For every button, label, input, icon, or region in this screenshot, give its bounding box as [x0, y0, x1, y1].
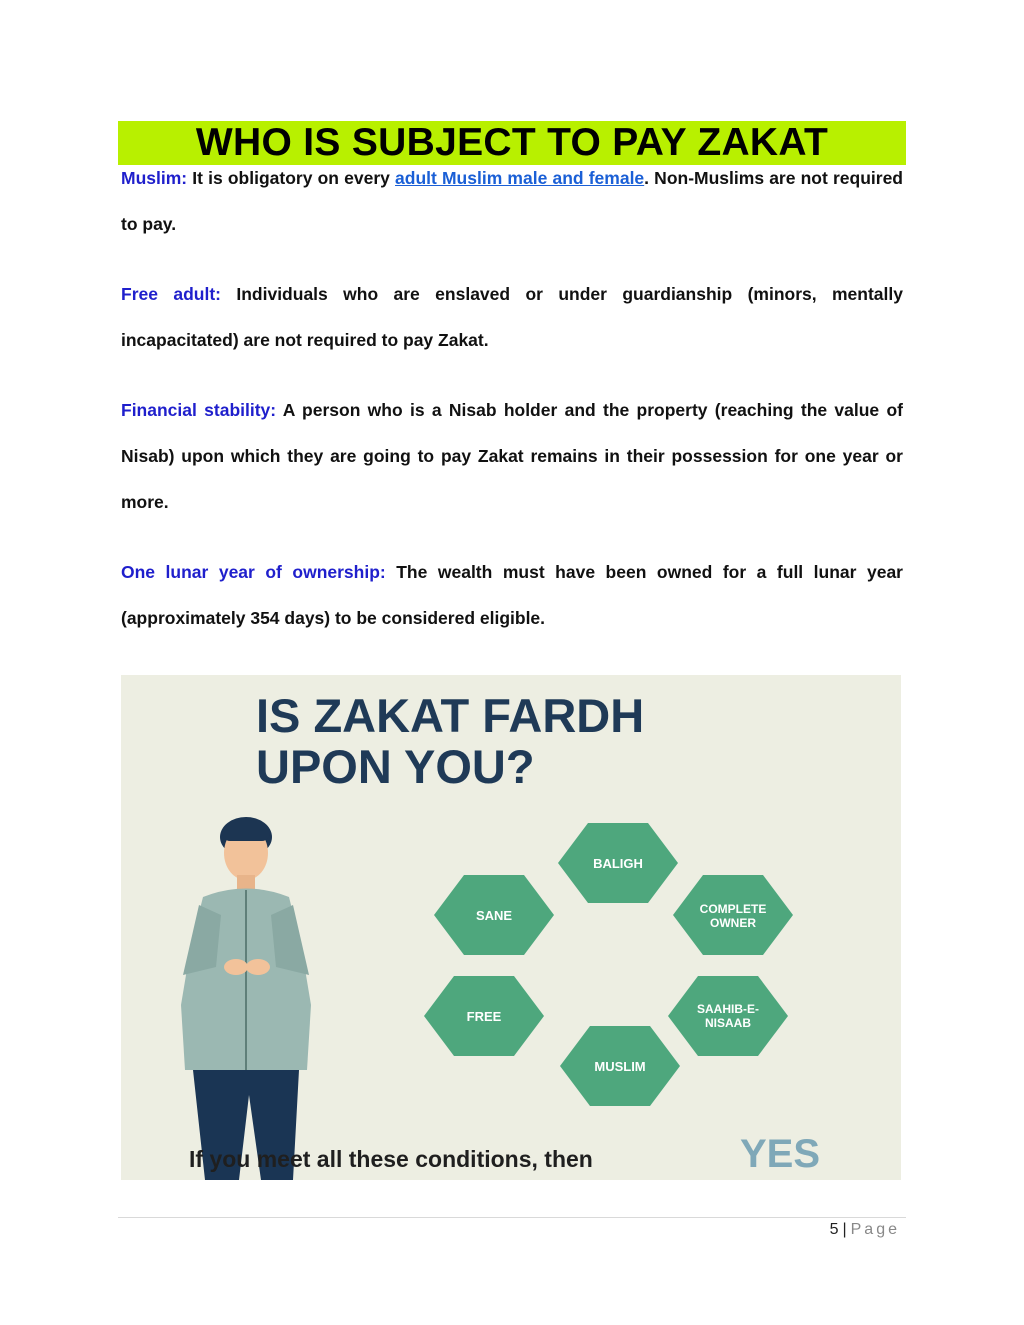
condition-complete-owner-line1: COMPLETE — [699, 902, 767, 916]
lead-muslim: Muslim: — [121, 168, 188, 188]
conditions-ring — [424, 823, 793, 1106]
lunar-year-text: The wealth must have been owned for a full lunar year (approximately 354 days) to be considered eligible. — [121, 562, 903, 628]
muslim-text-after: . Non-Muslims are not required to pay. — [121, 168, 903, 234]
page-title: WHO IS SUBJECT TO PAY ZAKAT — [195, 121, 829, 164]
zakat-infographic — [121, 675, 901, 1180]
infographic-svg — [121, 675, 901, 1180]
condition-free: FREE — [466, 1009, 502, 1024]
page-number: 5 — [829, 1221, 839, 1238]
infographic-answer-yes: YES — [740, 1132, 821, 1176]
paragraph-lunar-year — [121, 549, 903, 641]
infographic-footer-text: If you meet all these conditions, then — [189, 1146, 593, 1172]
condition-saahib-line2: NISAAB — [704, 1016, 752, 1030]
page-label: Page — [850, 1221, 900, 1238]
person-illustration — [181, 817, 311, 1180]
paragraph-financial-stability — [121, 387, 903, 525]
page-separator: | — [842, 1221, 847, 1238]
infographic-heading-line1: IS ZAKAT FARDH — [256, 689, 645, 742]
condition-sane: SANE — [475, 908, 513, 923]
footer-divider — [118, 1217, 906, 1218]
lead-free-adult: Free adult: — [121, 284, 221, 304]
paragraph-free-adult — [121, 271, 903, 363]
condition-baligh: BALIGH — [593, 856, 643, 871]
lead-lunar-year: One lunar year of ownership: — [121, 562, 386, 582]
muslim-text-before: It is obligatory on every — [187, 168, 396, 188]
lead-financial-stability: Financial stability: — [121, 400, 277, 420]
adult-muslim-link[interactable]: adult Muslim male and female — [395, 168, 645, 188]
free-adult-text: Individuals who are enslaved or under guardianship (minors, mentally incapacitated) are not required to pay Zakat. — [121, 284, 903, 350]
condition-saahib-line1: SAAHIB-E- — [697, 1002, 759, 1016]
condition-complete-owner-line2: OWNER — [710, 916, 756, 930]
financial-stability-text: A person who is a Nisab holder and the property (reaching the value of Nisab) upon which they are going to pay Zakat remains in their possession for one year or more. — [121, 400, 903, 512]
paragraph-muslim — [121, 155, 903, 247]
page-number-footer — [830, 1221, 900, 1239]
condition-muslim: MUSLIM — [594, 1059, 646, 1074]
infographic-heading-line2: UPON YOU? — [256, 740, 535, 793]
